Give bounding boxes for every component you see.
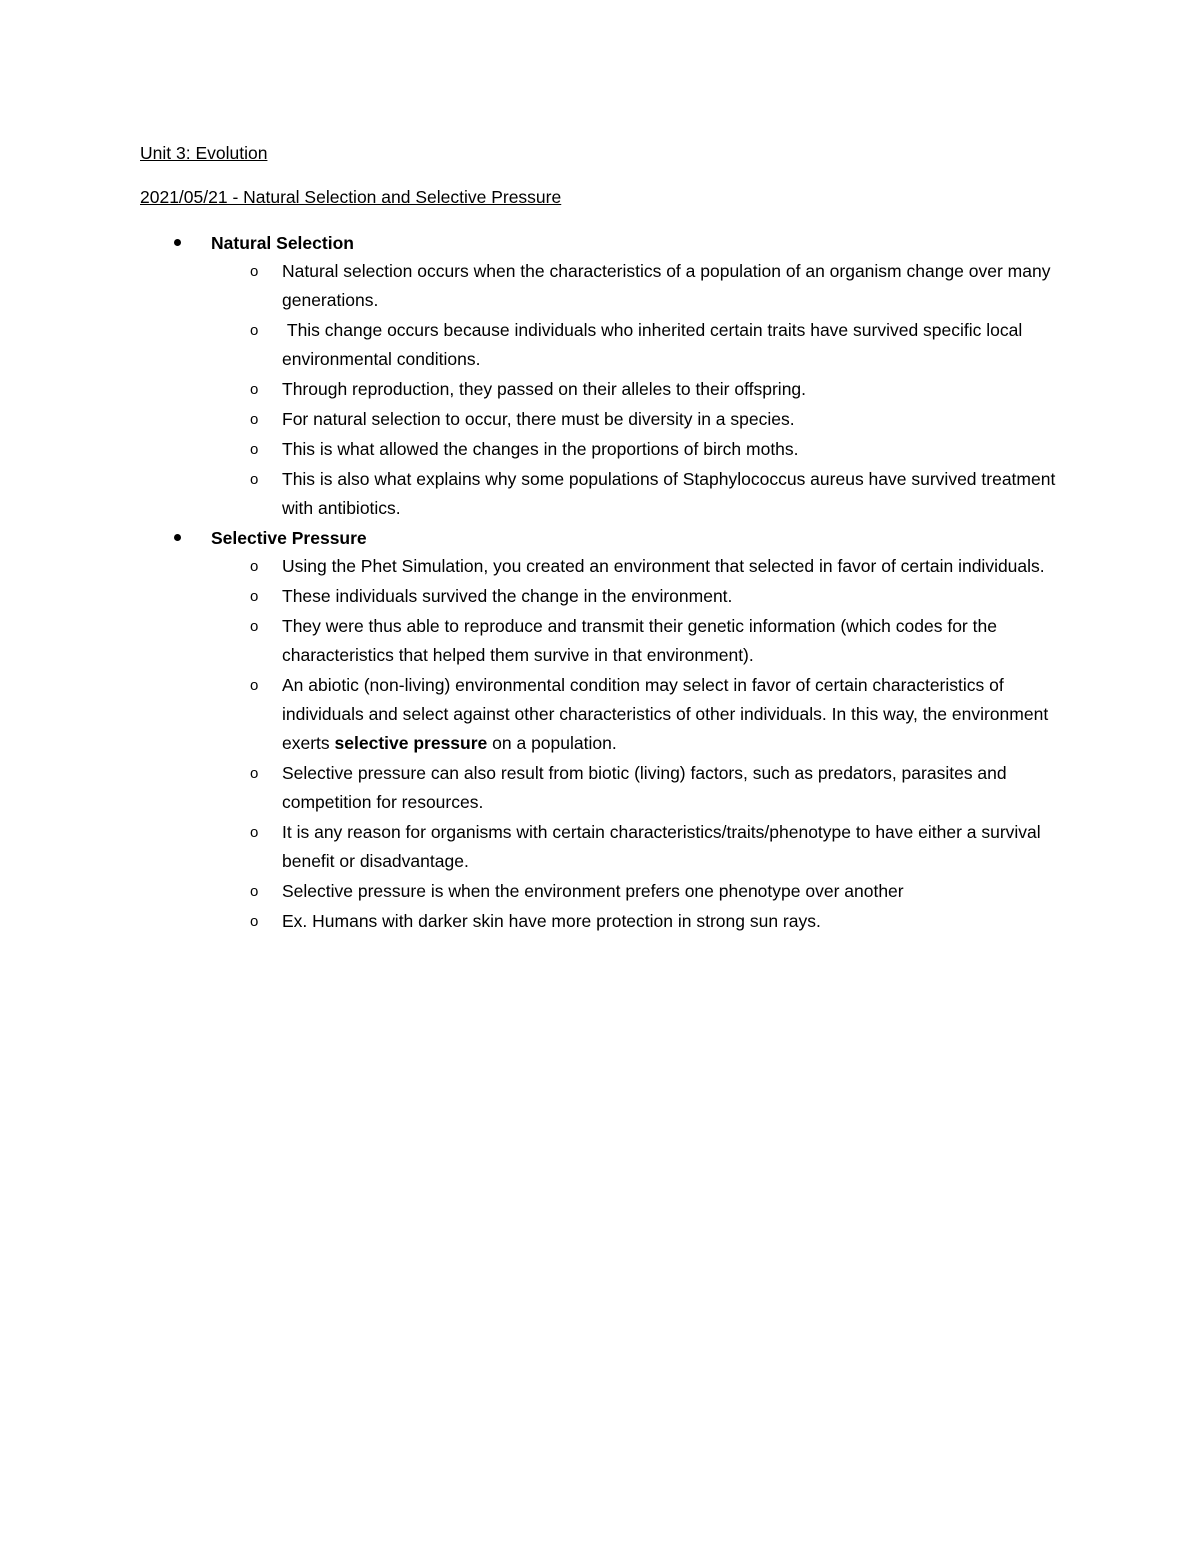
item-text: They were thus able to reproduce and transmit their genetic information (which codes for the characteristics that helped them survive in that environment). <box>282 616 997 665</box>
list-item <box>140 257 1072 315</box>
list-item <box>140 375 1072 404</box>
list-item <box>140 877 1072 906</box>
item-text: This is also what explains why some populations of Staphylococcus aureus have survived treatment with antibiotics. <box>282 469 1056 518</box>
circle-marker-icon: o <box>250 471 259 488</box>
unit-title: Unit 3: Evolution <box>140 143 268 163</box>
list-item <box>140 316 1072 374</box>
section-title: Natural Selection <box>211 233 354 253</box>
notes-body <box>140 229 1100 937</box>
sub-list <box>140 552 1100 936</box>
circle-marker-icon: o <box>250 263 259 280</box>
item-text-bold: selective pressure <box>334 733 488 753</box>
list-item <box>140 818 1072 876</box>
item-text: Selective pressure is when the environment prefers one phenotype over another <box>282 881 904 901</box>
section-natural-selection <box>140 229 1100 523</box>
circle-marker-icon: o <box>250 824 259 841</box>
circle-marker-icon: o <box>250 883 259 900</box>
circle-marker-icon: o <box>250 322 259 339</box>
section-selective-pressure <box>140 524 1100 936</box>
item-text: An abiotic (non-living) environmental condition may select in favor of certain characteristics of individuals and select against other characteristics of other individuals. In this way, the environment exerts <box>282 675 1049 753</box>
item-text: Through reproduction, they passed on their alleles to their offspring. <box>282 379 807 399</box>
item-text: Natural selection occurs when the characteristics of a population of an organism change over many generations. <box>282 261 1051 310</box>
sub-list <box>140 257 1100 523</box>
list-item <box>140 612 1072 670</box>
list-item <box>140 671 1072 758</box>
circle-marker-icon: o <box>250 588 259 605</box>
item-text: on a population. <box>487 733 617 753</box>
list-item <box>140 465 1072 523</box>
list-item <box>140 582 1072 611</box>
item-text: Using the Phet Simulation, you created an environment that selected in favor of certain individuals. <box>282 556 1045 576</box>
item-text: This is what allowed the changes in the proportions of birch moths. <box>282 439 799 459</box>
lesson-title: 2021/05/21 - Natural Selection and Selective Pressure <box>140 187 562 207</box>
item-text: For natural selection to occur, there must be diversity in a species. <box>282 409 795 429</box>
circle-marker-icon: o <box>250 411 259 428</box>
circle-marker-icon: o <box>250 558 259 575</box>
circle-marker-icon: o <box>250 381 259 398</box>
section-title: Selective Pressure <box>211 528 367 548</box>
circle-marker-icon: o <box>250 441 259 458</box>
bullet-icon <box>174 534 181 541</box>
item-text: It is any reason for organisms with certain characteristics/traits/phenotype to have either a survival benefit or disadvantage. <box>282 822 1041 871</box>
list-item <box>140 552 1072 581</box>
item-text: These individuals survived the change in the environment. <box>282 586 733 606</box>
item-text: Ex. Humans with darker skin have more protection in strong sun rays. <box>282 911 821 931</box>
bullet-icon <box>174 239 181 246</box>
circle-marker-icon: o <box>250 677 259 694</box>
circle-marker-icon: o <box>250 765 259 782</box>
list-item <box>140 907 1072 936</box>
circle-marker-icon: o <box>250 913 259 930</box>
list-item <box>140 405 1072 434</box>
list-item <box>140 759 1072 817</box>
item-text: Selective pressure can also result from biotic (living) factors, such as predators, parasites and competition for resources. <box>282 763 1007 812</box>
list-item <box>140 435 1072 464</box>
item-text: This change occurs because individuals who inherited certain traits have survived specific local environmental conditions. <box>282 320 1028 369</box>
circle-marker-icon: o <box>250 618 259 635</box>
